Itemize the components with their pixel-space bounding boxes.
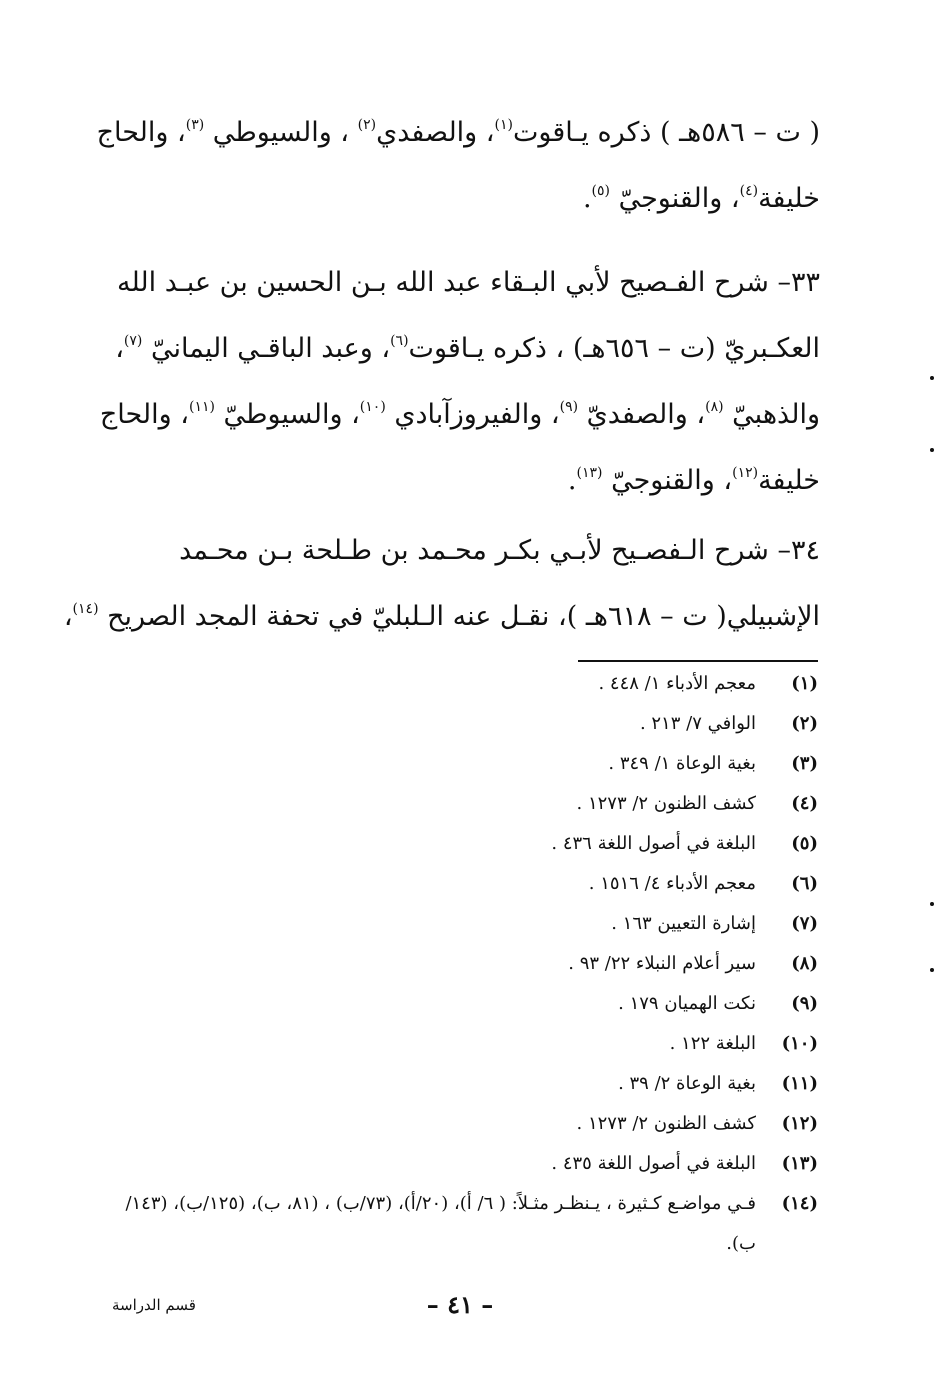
footnote-number: (١٢) xyxy=(781,1113,818,1134)
scan-speck xyxy=(930,448,934,452)
footnote-item xyxy=(100,1184,818,1264)
paragraph-34 xyxy=(63,518,820,650)
body-line: العكـبريّ (ت – ٦٥٦هـ) ، ذكره يـاقوت$^{(٦)}$، وعبد الباقـي اليمانيّ $^{(٧)}$، xyxy=(115,333,820,364)
footnote-text: معجم الأدباء ١/ ٤٤٨ . xyxy=(598,673,756,694)
footnote-text: كشف الظنون ٢/ ١٢٧٣ . xyxy=(576,1113,756,1134)
footnote-number: (٨) xyxy=(791,953,818,974)
footnote-text: فـي مواضـع كـثيرة ، يـنظـر مثـلاً: ( ٦/ أ)، (٢٠/أ)، (٧٣/ب) ، (٨١، ب)، (١٢٥/ب)، (١٤٣/ب). xyxy=(125,1193,756,1254)
footnote-number: (١) xyxy=(791,673,818,694)
footnote-number: (٥) xyxy=(791,833,818,854)
page-number: – ٤١ – xyxy=(426,1290,494,1319)
footnote-text: معجم الأدباء ٤/ ١٥١٦ . xyxy=(588,873,756,894)
footnote-number: (١٤) xyxy=(781,1193,818,1214)
body-line: خليفة$^{(١٢)}$، والقنوجيّ $^{(١٣)}$. xyxy=(567,465,820,496)
paragraph-33 xyxy=(100,250,820,514)
footnote-item xyxy=(100,1064,818,1104)
footnote-item xyxy=(100,864,818,904)
body-line: والذهبيّ $^{(٨)}$، والصفديّ $^{(٩)}$، والفيروزآبادي $^{(١٠)}$، والسيوطيّ $^{(١١)}$، والحاج xyxy=(99,399,820,430)
footnote-item xyxy=(100,1104,818,1144)
paragraph-1 xyxy=(96,100,820,232)
footnote-item xyxy=(100,664,818,704)
running-footer: قسم الدراسة xyxy=(112,1296,196,1314)
footnote-number: (١٣) xyxy=(781,1153,818,1174)
footnote-item xyxy=(100,824,818,864)
footnote-item xyxy=(100,784,818,824)
footnote-number: (٧) xyxy=(791,913,818,934)
footnote-separator xyxy=(578,660,818,662)
body-line: ( ت – ٥٨٦هـ ) ذكره يـاقوت$^{(١)}$، والصفدي$^{(٢)}$ ، والسيوطي $^{(٣)}$، والحاج xyxy=(96,117,820,148)
scan-speck xyxy=(930,968,934,972)
scan-speck xyxy=(930,376,934,380)
footnote-text: الوافي ٧/ ٢١٣ . xyxy=(639,713,756,734)
footnotes xyxy=(100,664,818,1264)
footnote-text: بغية الوعاة ٢/ ٣٩ . xyxy=(618,1073,756,1094)
footnote-item xyxy=(100,704,818,744)
footnote-number: (٦) xyxy=(791,873,818,894)
footnote-number: (١١) xyxy=(781,1073,818,1094)
footnote-item xyxy=(100,984,818,1024)
footnote-text: البلغة ١٢٢ . xyxy=(669,1033,756,1054)
footnote-text: سير أعلام النبلاء ٢٢/ ٩٣ . xyxy=(568,953,756,974)
body-line: الإشبيلي( ت – ٦١٨هـ )، نقـل عنه الـلبليّ في تحفة المجد الصريح $^{(١٤)}$، xyxy=(63,601,820,632)
footnote-text: البلغة في أصول اللغة ٤٣٥ . xyxy=(551,1153,756,1174)
body-line: ٣٤– شرح الـفصـيح لأبـي بكـر محـمد بن طـلحة بـن محـمد xyxy=(179,535,820,566)
footnote-number: (٤) xyxy=(791,793,818,814)
footnote-item xyxy=(100,1024,818,1064)
footnote-number: (٢) xyxy=(791,713,818,734)
body-line: ٣٣– شرح الفـصيح لأبي البـقاء عبد الله بـن الحسين بن عبـد الله xyxy=(117,267,820,298)
footnote-text: نكت الهميان ١٧٩ . xyxy=(618,993,756,1014)
footnote-number: (٩) xyxy=(791,993,818,1014)
footnote-text: كشف الظنون ٢/ ١٢٧٣ . xyxy=(576,793,756,814)
body-line: خليفة$^{(٤)}$، والقنوجيّ $^{(٥)}$. xyxy=(582,183,820,214)
footnote-item xyxy=(100,1144,818,1184)
footnote-text: البلغة في أصول اللغة ٤٣٦ . xyxy=(551,833,756,854)
footnote-item xyxy=(100,904,818,944)
footnote-text: إشارة التعيين ١٦٣ . xyxy=(611,913,756,934)
scan-speck xyxy=(930,902,934,906)
footnote-item xyxy=(100,944,818,984)
footnote-number: (٣) xyxy=(791,753,818,774)
footnote-text: بغية الوعاة ١/ ٣٤٩ . xyxy=(608,753,756,774)
footnote-number: (١٠) xyxy=(781,1033,818,1054)
footnote-item xyxy=(100,744,818,784)
